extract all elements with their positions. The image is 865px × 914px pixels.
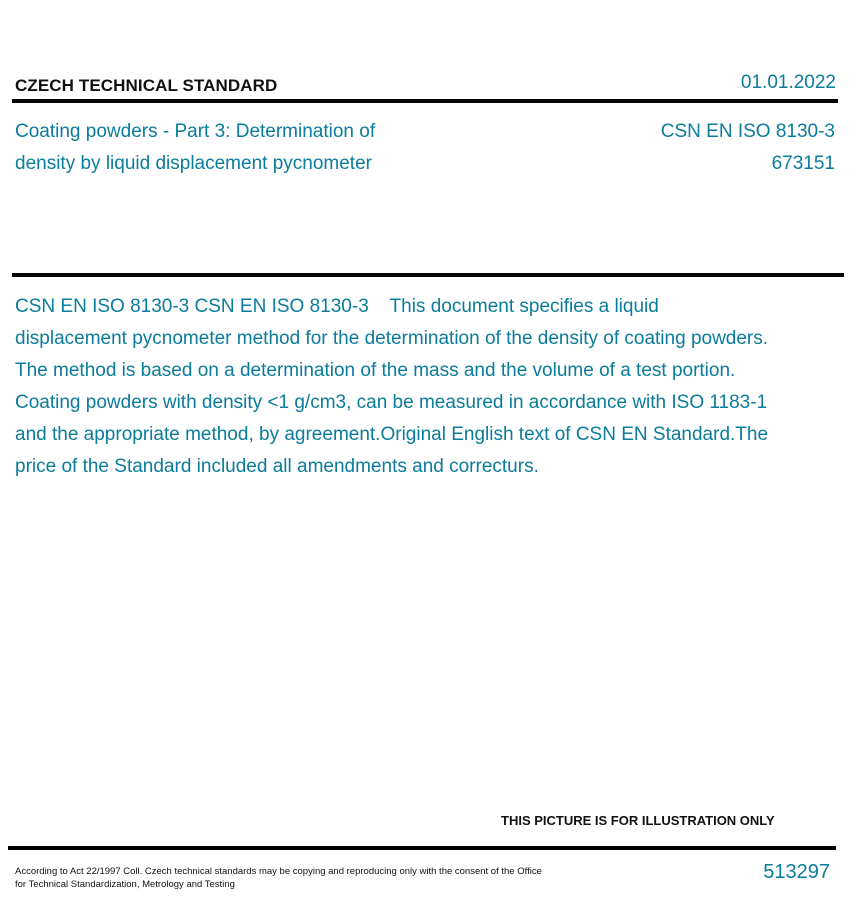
standard-identifiers xyxy=(661,116,835,180)
section-divider xyxy=(12,273,844,277)
footer-divider xyxy=(8,846,836,850)
standard-code: CSN EN ISO 8130-3 xyxy=(660,121,835,142)
standard-type-heading: CZECH TECHNICAL STANDARD xyxy=(15,76,278,95)
standard-title-line-1: Coating powders - Part 3: Determination of xyxy=(15,121,376,142)
header-divider xyxy=(12,99,838,103)
legal-notice-line-2: for Technical Standardization, Metrology and Testing xyxy=(15,879,235,890)
legal-notice xyxy=(15,865,595,891)
illustration-disclaimer: THIS PICTURE IS FOR ILLUSTRATION ONLY xyxy=(501,813,775,828)
standard-title xyxy=(15,116,455,180)
publication-date: 01.01.2022 xyxy=(740,72,836,93)
standard-number: 673151 xyxy=(771,153,835,174)
standard-title-line-2: density by liquid displacement pycnometer xyxy=(15,153,372,174)
legal-notice-line-1: According to Act 22/1997 Coll. Czech technical standards may be copying and reproducing only with the consent of the Office xyxy=(15,866,542,877)
document-id: 513297 xyxy=(763,861,830,883)
standard-description: CSN EN ISO 8130-3 CSN EN ISO 8130-3 This document specifies a liquid displacement pycnometer method for the determination of the density of coating powders. The method is based on a determination of the mass and the volume of a test portion. Coating powders with density <1 g/cm3, can be measured in accordance with ISO 1183-1 and the appropriate method, by agreement.Original English text of CSN EN Standard.The price of the Standard included all amendments and correcturs. xyxy=(15,296,774,477)
